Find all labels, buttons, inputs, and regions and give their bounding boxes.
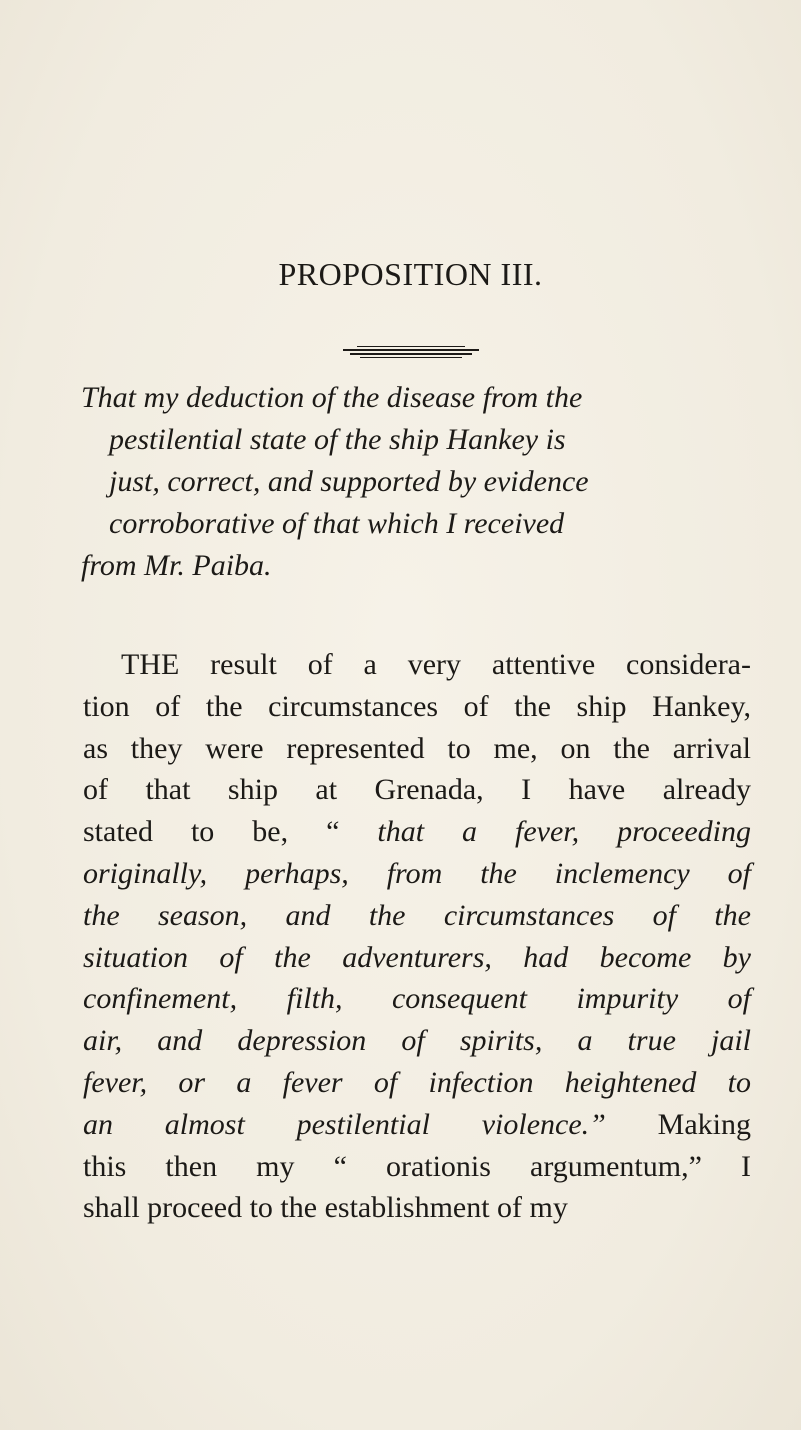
- proposition-heading: PROPOSITION III.: [278, 256, 543, 292]
- quotation-italic: that a fever, proceeding: [377, 815, 751, 849]
- body-line: this then my “ orationis argumentum,” I: [83, 1149, 751, 1183]
- summary-line: from Mr. Paiba.: [81, 549, 272, 582]
- body-line: air, and depression of spirits, a true jail: [83, 1024, 751, 1058]
- body-line: of that ship at Grenada, I have already: [83, 773, 751, 807]
- body-line: [83, 1104, 751, 1146]
- body-line: tion of the circumstances of the ship Hankey,: [83, 689, 751, 723]
- summary-line: just, correct, and supported by evidence: [109, 465, 589, 498]
- body-line: THE result of a very attentive considera-: [121, 648, 751, 681]
- body-line: situation of the adventurers, had become by: [83, 940, 751, 974]
- body-line: [83, 811, 751, 853]
- summary-line: pestilential state of the ship Hankey is: [109, 423, 566, 456]
- body-line: originally, perhaps, from the inclemency of: [83, 856, 751, 890]
- proposition-summary: [81, 377, 751, 587]
- body-text-roman: Making: [657, 1107, 751, 1141]
- body-line: as they were represented to me, on the arrival: [83, 731, 751, 765]
- body-line: shall proceed to the establishment of my: [83, 1191, 568, 1225]
- summary-line: That my deduction of the disease from the: [81, 381, 583, 414]
- body-line: the season, and the circumstances of the: [83, 898, 751, 932]
- summary-line: corroborative of that which I received: [109, 507, 565, 540]
- body-line: fever, or a fever of infection heightened to: [83, 1065, 751, 1099]
- body-line: confinement, filth, consequent impurity of: [83, 982, 751, 1016]
- quotation-italic: an almost pestilential violence.”: [83, 1107, 606, 1141]
- body-text-roman: stated to be, “: [83, 815, 340, 849]
- body-paragraph: [83, 644, 751, 1229]
